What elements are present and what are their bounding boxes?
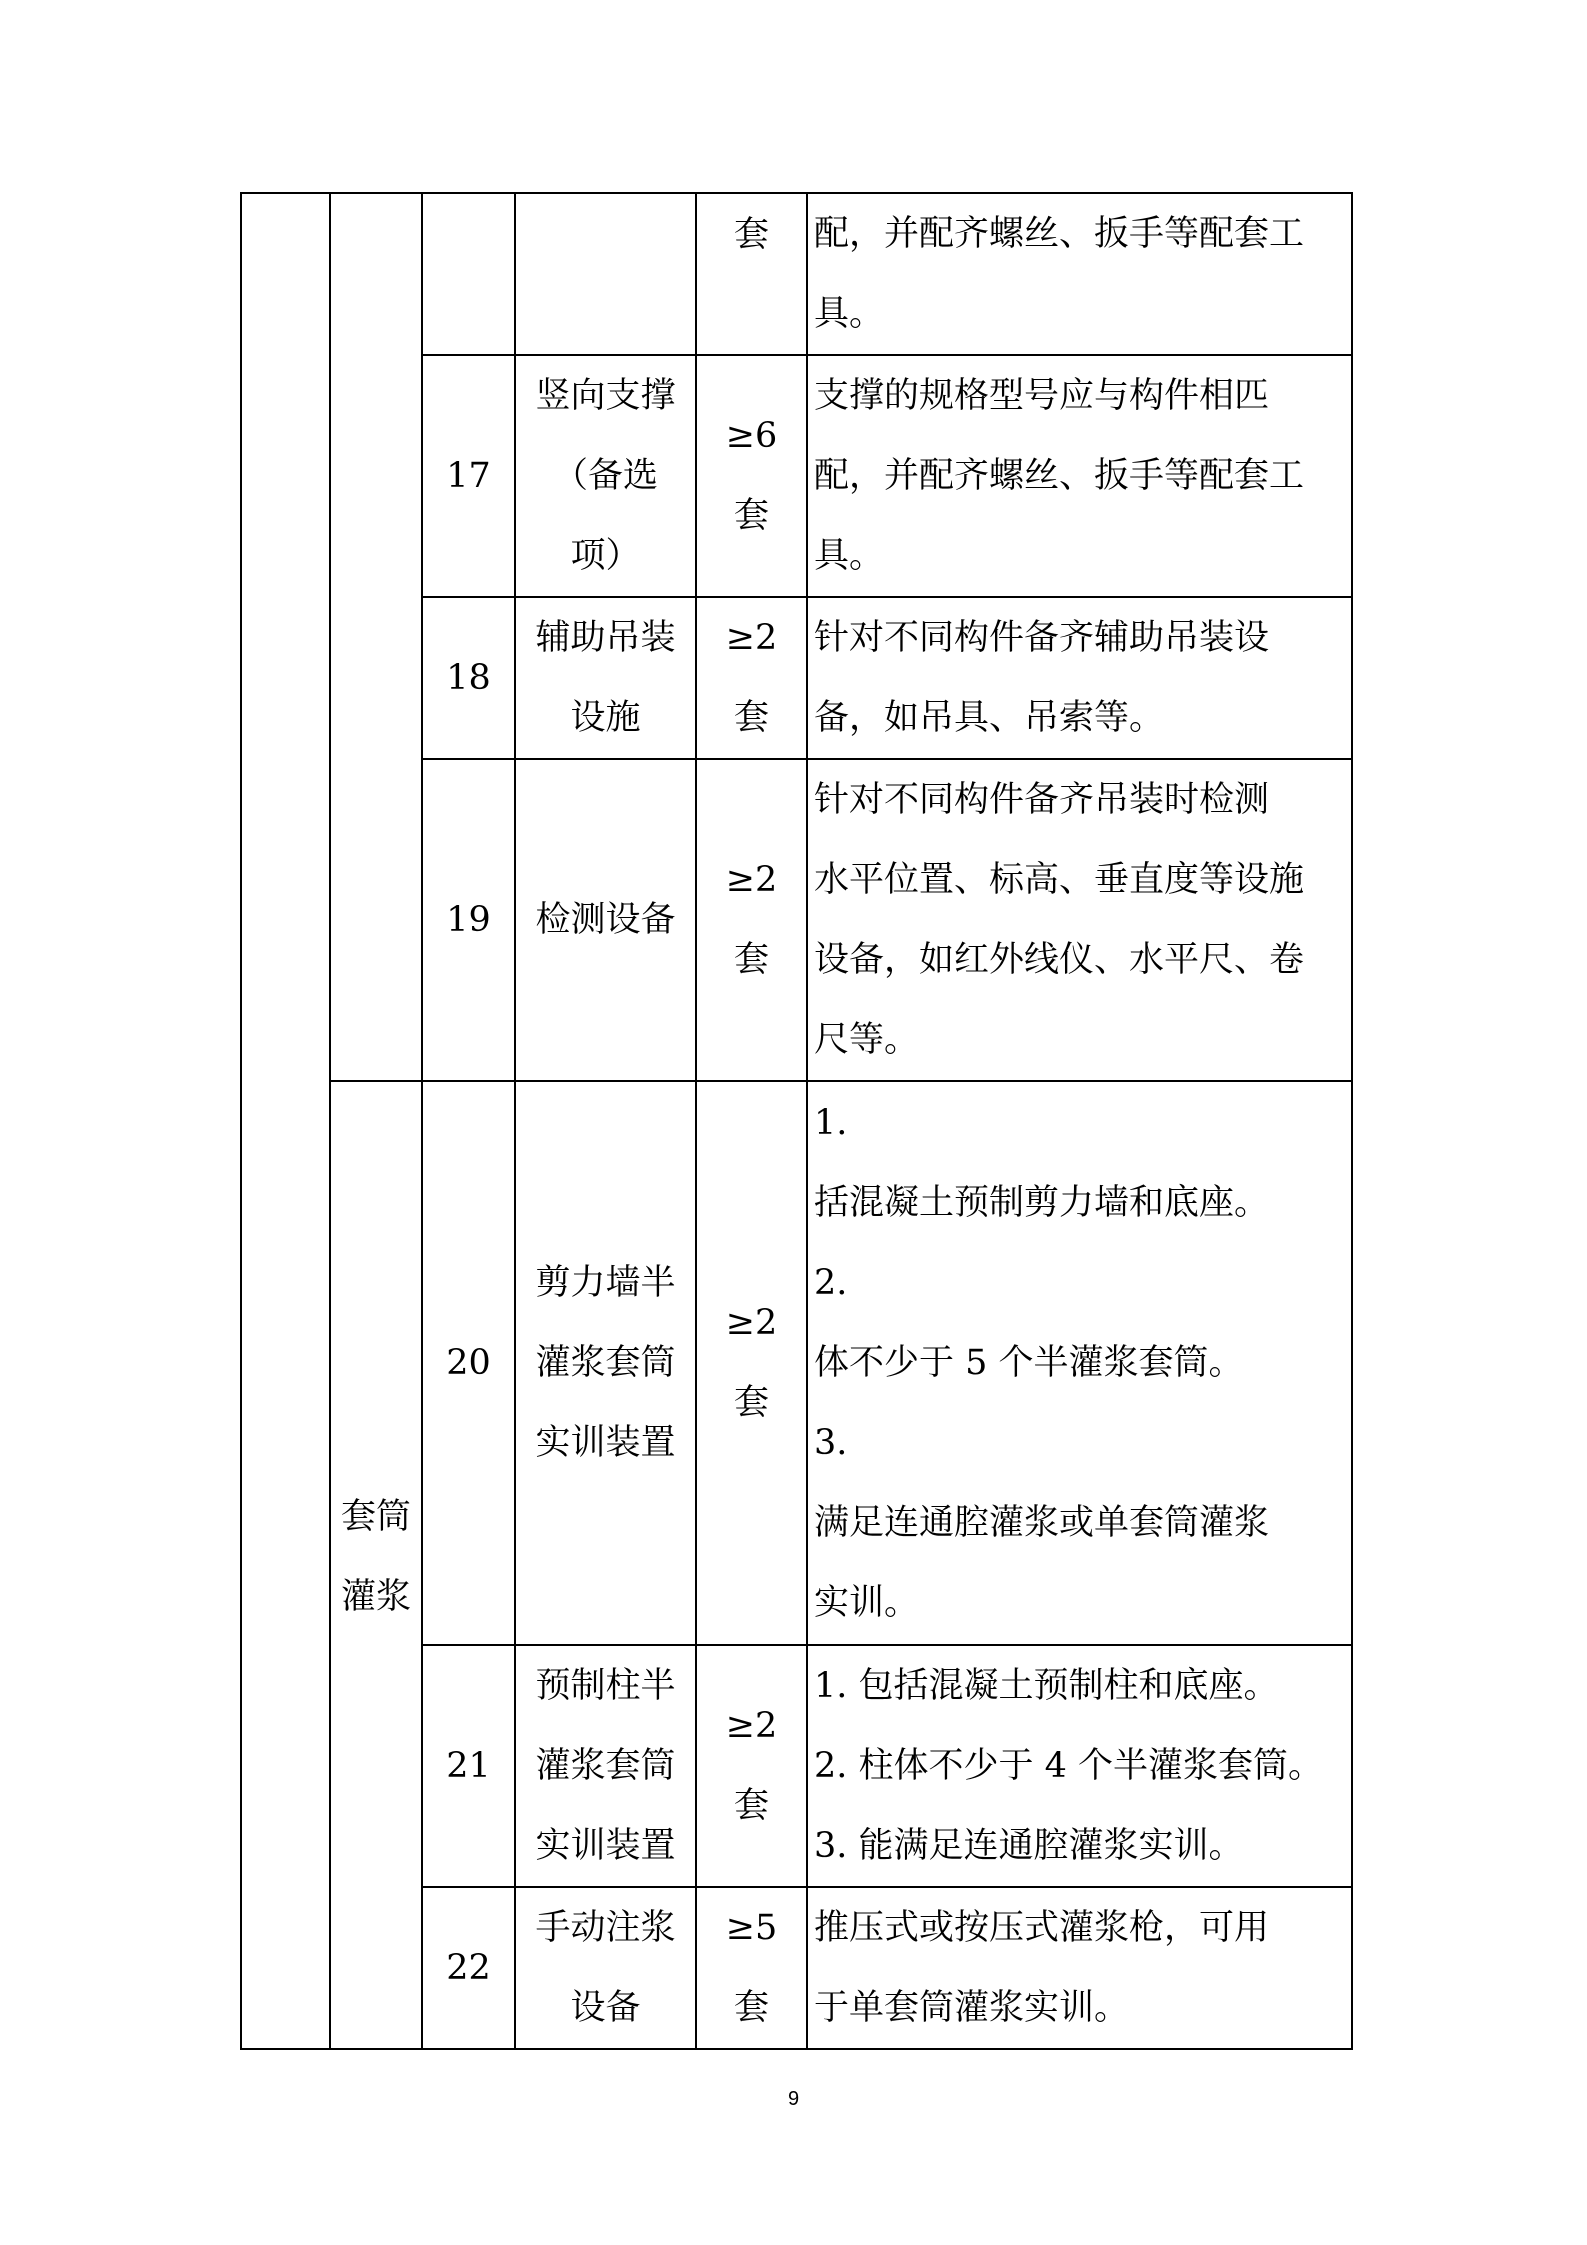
quantity-line: 套 xyxy=(733,496,769,536)
quantity-line: 套 xyxy=(733,940,769,980)
item-description xyxy=(807,193,1352,355)
description-line: 配，并配齐螺丝、扳手等配套工 xyxy=(814,214,1305,254)
description-line: 1. xyxy=(814,1103,848,1143)
item-quantity xyxy=(696,193,807,355)
description-line: 1. 包括混凝土预制柱和底座。 xyxy=(814,1666,1279,1706)
name-line: 竖向支撑 xyxy=(535,376,676,416)
category-cell-1 xyxy=(241,193,330,2049)
name-line: 灌浆套筒 xyxy=(535,1746,676,1786)
quantity-line: 套 xyxy=(733,698,769,738)
description-line: 于单套筒灌浆实训。 xyxy=(814,1988,1130,2028)
name-line: 设备 xyxy=(570,1988,641,2028)
quantity-line: 套 xyxy=(733,1383,769,1423)
quantity-line: ≥2 xyxy=(725,1303,778,1343)
description-line: 满足连通腔灌浆或单套筒灌浆 xyxy=(814,1503,1270,1543)
item-quantity xyxy=(696,597,807,759)
item-name xyxy=(515,759,696,1081)
page-number: 9 xyxy=(787,2088,800,2110)
name-line: 手动注浆 xyxy=(535,1908,676,1948)
item-description xyxy=(807,1887,1352,2049)
name-line: 检测设备 xyxy=(535,900,676,940)
item-quantity xyxy=(696,1887,807,2049)
row-number: 19 xyxy=(422,759,515,1081)
row-number xyxy=(422,193,515,355)
description-line: 针对不同构件备齐吊装时检测 xyxy=(814,780,1270,820)
name-line: 剪力墙半 xyxy=(535,1263,676,1303)
description-line: 针对不同构件备齐辅助吊装设 xyxy=(814,618,1270,658)
equipment-spec-table xyxy=(240,192,1353,2050)
description-line: 具。 xyxy=(814,536,885,576)
description-line: 水平位置、标高、垂直度等设施 xyxy=(814,860,1305,900)
quantity-line: ≥2 xyxy=(725,1706,778,1746)
item-name xyxy=(515,1887,696,2049)
row-number: 18 xyxy=(422,597,515,759)
row-number: 22 xyxy=(422,1887,515,2049)
name-line: 预制柱半 xyxy=(535,1666,676,1706)
description-line: 备，如吊具、吊索等。 xyxy=(814,698,1165,738)
row-number: 21 xyxy=(422,1645,515,1887)
row-number: 17 xyxy=(422,355,515,597)
description-line: 推压式或按压式灌浆枪，可用 xyxy=(814,1908,1270,1948)
name-line: （备选 xyxy=(552,456,658,496)
description-line: 括混凝土预制剪力墙和底座。 xyxy=(814,1183,1270,1223)
category-cell-lifting xyxy=(330,193,422,1081)
item-description xyxy=(807,759,1352,1081)
name-line: 灌浆套筒 xyxy=(535,1343,676,1383)
description-line: 实训。 xyxy=(814,1583,920,1623)
description-line: 支撑的规格型号应与构件相匹 xyxy=(814,376,1270,416)
name-line: 设施 xyxy=(570,698,641,738)
description-line: 3. 能满足连通腔灌浆实训。 xyxy=(814,1826,1244,1866)
quantity-line: 套 xyxy=(733,215,769,255)
item-description xyxy=(807,597,1352,759)
item-quantity xyxy=(696,355,807,597)
item-quantity xyxy=(696,1081,807,1645)
quantity-line: ≥5 xyxy=(725,1908,778,1948)
description-line: 体不少于 5 个半灌浆套筒。 xyxy=(814,1343,1244,1383)
item-quantity xyxy=(696,759,807,1081)
quantity-line: ≥6 xyxy=(725,416,778,456)
item-name xyxy=(515,193,696,355)
description-line: 2. xyxy=(814,1263,848,1303)
quantity-line: 套 xyxy=(733,1988,769,2028)
description-line: 设备，如红外线仪、水平尺、卷 xyxy=(814,940,1305,980)
quantity-line: ≥2 xyxy=(725,618,778,658)
description-line: 3. xyxy=(814,1423,848,1463)
category-label: 灌浆 xyxy=(340,1577,411,1617)
name-line: 实训装置 xyxy=(535,1826,676,1866)
quantity-line: ≥2 xyxy=(725,860,778,900)
table-row xyxy=(241,1081,1352,1645)
item-description xyxy=(807,355,1352,597)
item-name xyxy=(515,1081,696,1645)
description-line: 具。 xyxy=(814,294,885,334)
item-description xyxy=(807,1645,1352,1887)
name-line: 实训装置 xyxy=(535,1423,676,1463)
table-row xyxy=(241,193,1352,355)
description-line: 尺等。 xyxy=(814,1020,920,1060)
item-name xyxy=(515,597,696,759)
name-line: 项） xyxy=(570,536,641,576)
name-line: 辅助吊装 xyxy=(535,618,676,658)
item-quantity xyxy=(696,1645,807,1887)
category-label: 套筒 xyxy=(340,1497,411,1537)
category-cell-grouting xyxy=(330,1081,422,2049)
quantity-line: 套 xyxy=(733,1786,769,1826)
item-name xyxy=(515,1645,696,1887)
item-description xyxy=(807,1081,1352,1645)
description-line: 配，并配齐螺丝、扳手等配套工 xyxy=(814,456,1305,496)
row-number: 20 xyxy=(422,1081,515,1645)
description-line: 2. 柱体不少于 4 个半灌浆套筒。 xyxy=(814,1746,1324,1786)
item-name xyxy=(515,355,696,597)
